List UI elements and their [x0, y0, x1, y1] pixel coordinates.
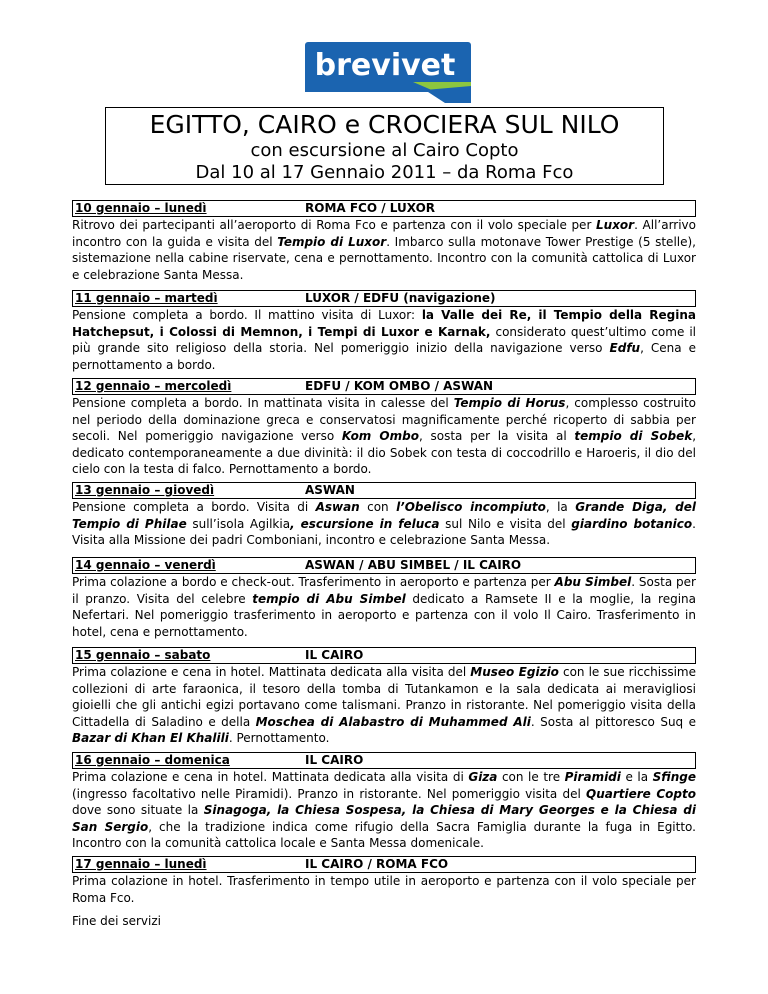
- day-header: [72, 200, 696, 217]
- body-text: con: [359, 500, 397, 514]
- body-text: dedicato a Ramsete II e la moglie, la regina Nefertari. Nel pomeriggio trasferimento in aeroporto e partenza con il volo Il Cairo. Trasferimento in hotel, cena e pernottamento.: [72, 591, 696, 639]
- day-route: IL CAIRO: [305, 648, 364, 662]
- svg-text:brevivet: brevivet: [314, 48, 456, 83]
- highlighted-text: Sfinge: [652, 770, 696, 784]
- day-section: [72, 557, 696, 640]
- body-text: con le sue ricchissime collezioni di arte faraonica, il tesoro della tomba di Tutankamon e la sala dedicata ai meravigliosi gioielli che gli antichi egizi portavano come talismani. Pranzo in ristorante. Nel pomeriggio visita della Cittadella di Saladino e della: [72, 665, 696, 729]
- highlighted-text: Piramidi: [564, 770, 621, 784]
- page-title: EGITTO, CAIRO e CROCIERA SUL NILO: [149, 110, 620, 139]
- title-box: [105, 107, 664, 185]
- body-text: Ritrovo dei partecipanti all’aeroporto di Roma Fco e partenza con il volo speciale per: [72, 218, 596, 232]
- end-note: Fine dei servizi: [72, 914, 161, 928]
- body-text: . Visita alla Missione dei padri Comboniani, incontro e celebrazione Santa Messa.: [72, 516, 696, 547]
- body-text: dove sono situate la: [72, 803, 204, 817]
- highlighted-text: giardino botanico: [571, 516, 693, 531]
- day-header: [72, 290, 696, 307]
- day-date: 11 gennaio – martedì: [75, 291, 218, 305]
- highlighted-text: tempio di Sobek: [574, 429, 693, 443]
- highlighted-text: Moschea di Alabastro di Muhammed Ali: [255, 714, 531, 729]
- body-text: Pensione completa a bordo. Il mattino visita di Luxor:: [72, 308, 422, 322]
- day-section: [72, 200, 696, 283]
- body-text: , sosta per la visita al: [418, 429, 575, 443]
- day-route: ASWAN / ABU SIMBEL / IL CAIRO: [305, 558, 522, 572]
- day-section: [72, 290, 696, 373]
- highlighted-text: Giza: [468, 770, 498, 784]
- day-header: [72, 647, 696, 664]
- highlighted-text: Kom Ombo: [341, 429, 419, 443]
- highlighted-text: Edfu: [609, 341, 641, 355]
- highlighted-text: Aswan: [315, 500, 360, 514]
- body-text: sull’isola Agilkia: [186, 516, 291, 531]
- day-route: IL CAIRO: [305, 753, 364, 767]
- highlighted-text: Grande Diga, del Tempio di Philae: [72, 500, 696, 531]
- day-header: [72, 378, 696, 395]
- body-text: (ingresso facoltativo nelle Piramidi). Pranzo in ristorante. Nel pomeriggio visita del: [72, 786, 586, 801]
- day-description: [72, 395, 696, 478]
- body-text: , dedicato contemporaneamente a due divinità: il dio Sobek con testa di coccodrillo e Haroeris, il dio del cielo con la testa di falco. Pernottamento a bordo.: [72, 429, 697, 476]
- day-section: [72, 856, 696, 906]
- highlighted-text: Tempio di Luxor: [277, 234, 387, 249]
- body-text: Prima colazione in hotel. Trasferimento in tempo utile in aeroporto e partenza con il volo speciale per Roma Fco.: [72, 874, 696, 905]
- trip-dates: Dal 10 al 17 Gennaio 2011 – da Roma Fco: [195, 162, 574, 183]
- day-route: EDFU / KOM OMBO / ASWAN: [305, 379, 494, 393]
- highlighted-text: Quartiere Copto: [586, 786, 696, 801]
- day-description: [72, 574, 696, 640]
- day-header: [72, 482, 696, 499]
- body-text: considerato quest’ultimo come il più grande sito religioso della storia. Nel pomeriggio inizio della navigazione verso: [72, 324, 697, 355]
- body-text: Pensione completa a bordo. In mattinata visita in calesse del: [72, 396, 454, 410]
- day-date: 10 gennaio – lunedì: [75, 201, 207, 215]
- body-text: . Imbarco sulla motonave Tower Prestige (5 stelle), sistemazione nella cabine riservate, cena e pernottamento. Incontro con la comunità cattolica di Luxor e celebrazione Santa Messa.: [72, 234, 696, 282]
- body-text: , complesso costruito nel periodo della dominazione greca e conservatosi magnificamente perché ricoperto di sabbia per secoli. Nel pomeriggio navigazione verso: [72, 396, 696, 443]
- day-date: 13 gennaio – giovedì: [75, 483, 215, 497]
- day-date: 15 gennaio – sabato: [75, 648, 211, 662]
- body-text: , che la tradizione indica come rifugio della Sacra Famiglia durante la fuga in Egitto. Incontro con la comunità cattolica locale e Santa Messa domenicale.: [72, 819, 696, 850]
- highlighted-text: Sinagoga, la Chiesa Sospesa, la Chiesa di Mary Georges e la Chiesa di San Sergio: [72, 803, 696, 834]
- brevivet-logo: [305, 42, 471, 103]
- day-section: [72, 752, 696, 852]
- page-subtitle: con escursione al Cairo Copto: [250, 140, 519, 161]
- body-text: . All’arrivo incontro con la guida e visita del: [72, 218, 697, 249]
- day-route: LUXOR / EDFU (navigazione): [305, 291, 496, 305]
- day-route: ASWAN: [305, 483, 355, 497]
- day-section: [72, 482, 696, 549]
- day-header: [72, 752, 696, 769]
- day-description: [72, 499, 696, 549]
- day-section: [72, 647, 696, 747]
- body-text: sul Nilo e visita del: [439, 516, 572, 531]
- day-route: IL CAIRO / ROMA FCO: [305, 857, 449, 871]
- body-text: , la: [545, 500, 576, 514]
- highlighted-text: Abu Simbel: [554, 575, 632, 589]
- day-description: [72, 217, 696, 283]
- highlighted-text: Museo Egizio: [470, 665, 559, 679]
- day-description: [72, 307, 696, 373]
- day-date: 16 gennaio – domenica: [75, 753, 230, 767]
- highlighted-text: Bazar di Khan El Khalili: [72, 731, 229, 745]
- day-date: 12 gennaio – mercoledì: [75, 379, 232, 393]
- day-date: 14 gennaio – venerdì: [75, 558, 216, 572]
- day-description: [72, 664, 696, 747]
- body-text: . Pernottamento.: [228, 731, 330, 745]
- highlighted-text: tempio di Abu Simbel: [252, 591, 406, 606]
- body-text: , Cena e pernottamento a bordo.: [72, 341, 697, 372]
- day-header: [72, 856, 696, 873]
- day-route: ROMA FCO / LUXOR: [305, 201, 436, 215]
- highlighted-text: la Valle dei Re, il Tempio della Regina Hatchepsut, i Colossi di Memnon, i Tempi di Luxor e Karnak,: [72, 308, 696, 339]
- body-text: . Sosta al pittoresco Suq e: [530, 714, 696, 729]
- body-text: Prima colazione e cena in hotel. Mattinata dedicata alla visita del: [72, 665, 471, 679]
- day-description: [72, 873, 696, 906]
- day-header: [72, 557, 696, 574]
- body-text: con le tre: [497, 770, 565, 784]
- highlighted-text: Luxor: [596, 218, 635, 232]
- body-text: . Sosta per il pranzo. Visita del celebre: [72, 575, 696, 606]
- highlighted-text: Tempio di Horus: [453, 396, 566, 410]
- body-text: Prima colazione a bordo e check-out. Trasferimento in aeroporto e partenza per: [72, 575, 555, 589]
- highlighted-text: , escursione in feluca: [290, 516, 440, 531]
- highlighted-text: l’Obelisco incompiuto: [396, 500, 546, 514]
- day-section: [72, 378, 696, 478]
- body-text: e la: [620, 770, 653, 784]
- body-text: Prima colazione e cena in hotel. Mattinata dedicata alla visita di: [72, 770, 469, 784]
- day-description: [72, 769, 696, 852]
- day-date: 17 gennaio – lunedì: [75, 857, 207, 871]
- body-text: Pensione completa a bordo. Visita di: [72, 500, 316, 514]
